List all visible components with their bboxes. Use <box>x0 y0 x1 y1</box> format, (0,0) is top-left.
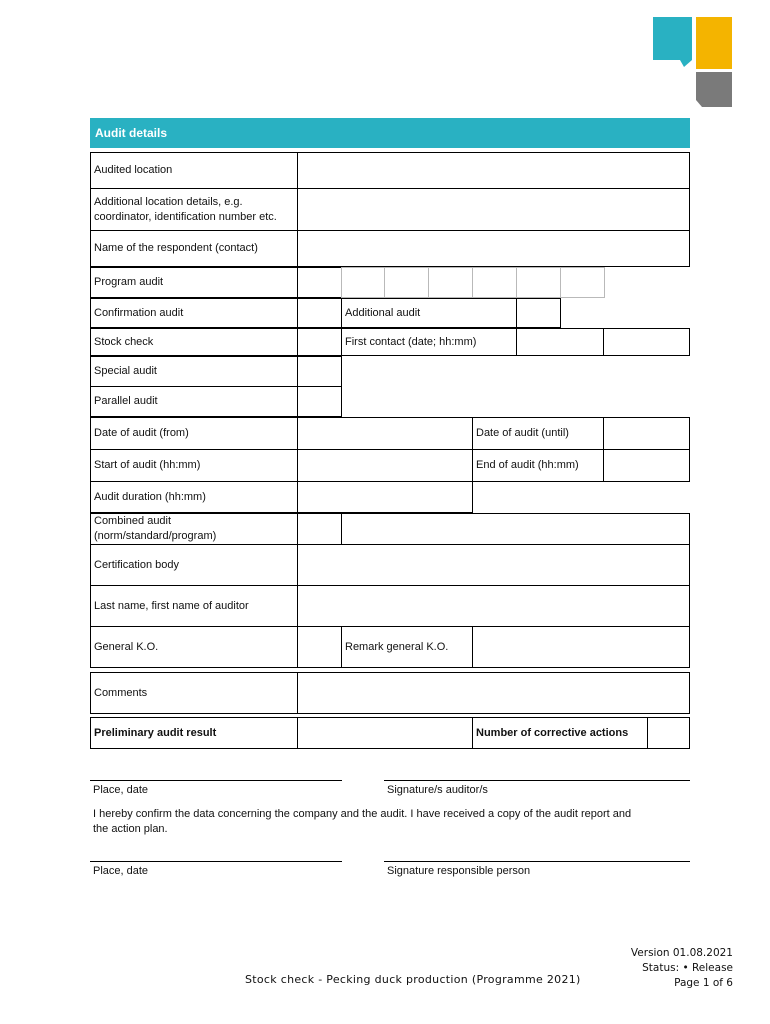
general-ko-checkbox[interactable] <box>297 626 342 668</box>
stock-check-checkbox[interactable] <box>297 328 342 356</box>
stock-check-label: Stock check <box>90 328 298 356</box>
program-audit-grid-cell[interactable] <box>341 267 385 298</box>
remark-general-ko-field[interactable] <box>472 626 690 668</box>
confirmation-text-line1: I hereby confirm the data concerning the company and the audit. I have received a copy of the audit report and <box>93 808 632 820</box>
first-contact-date-field[interactable] <box>516 328 604 356</box>
audited-location-label: Audited location <box>90 152 298 189</box>
audit-duration-label: Audit duration (hh:mm) <box>90 481 298 513</box>
page-number: Page 1 of 6 <box>674 977 733 989</box>
comments-field[interactable] <box>297 672 690 714</box>
audit-duration-field[interactable] <box>297 481 473 513</box>
certification-body-field[interactable] <box>297 544 690 586</box>
date-until-label: Date of audit (until) <box>472 417 604 450</box>
responsible-signature-label: Signature responsible person <box>387 865 531 877</box>
program-audit-grid-cell[interactable] <box>472 267 517 298</box>
version-text: Version 01.08.2021 <box>630 947 733 959</box>
program-audit-grid-cell[interactable] <box>384 267 429 298</box>
program-audit-grid-cell[interactable] <box>516 267 561 298</box>
combined-audit-label-line1: Combined audit <box>94 515 172 527</box>
confirmation-audit-label: Confirmation audit <box>90 298 298 328</box>
combined-audit-label <box>90 513 298 545</box>
responsible-signature-line[interactable] <box>384 861 690 862</box>
special-audit-label: Special audit <box>90 356 298 387</box>
logo-gray-block <box>696 72 732 107</box>
combined-audit-field[interactable] <box>341 513 690 545</box>
program-audit-checkbox[interactable] <box>297 267 342 298</box>
confirmation-audit-checkbox[interactable] <box>297 298 342 328</box>
certification-body-label: Certification body <box>90 544 298 586</box>
end-audit-field[interactable] <box>603 449 690 482</box>
special-audit-checkbox[interactable] <box>297 356 342 387</box>
comments-label: Comments <box>90 672 298 714</box>
audited-location-field[interactable] <box>297 152 690 189</box>
parallel-audit-label: Parallel audit <box>90 386 298 417</box>
status-text: Status: • Release <box>642 962 733 974</box>
audit-details-header <box>90 118 690 148</box>
end-audit-label: End of audit (hh:mm) <box>472 449 604 482</box>
preliminary-result-label: Preliminary audit result <box>90 717 298 749</box>
additional-location-field[interactable] <box>297 188 690 231</box>
place-date-label-2: Place, date <box>93 865 149 877</box>
confirmation-text-line2: the action plan. <box>93 823 168 835</box>
corrective-actions-label: Number of corrective actions <box>472 717 648 749</box>
logo-teal-block <box>653 17 692 67</box>
parallel-audit-checkbox[interactable] <box>297 386 342 417</box>
audit-details-title: Audit details <box>95 126 168 140</box>
auditor-signature-line[interactable] <box>384 780 690 781</box>
respondent-field[interactable] <box>297 230 690 267</box>
preliminary-result-field[interactable] <box>297 717 473 749</box>
program-audit-grid-cell[interactable] <box>428 267 473 298</box>
program-audit-grid-cell[interactable] <box>560 267 605 298</box>
program-audit-label: Program audit <box>90 267 298 298</box>
place-date-line-2[interactable] <box>90 861 342 862</box>
place-date-label-1: Place, date <box>93 784 149 796</box>
first-contact-label: First contact (date; hh:mm) <box>341 328 517 356</box>
additional-audit-label: Additional audit <box>341 298 517 328</box>
auditor-name-label: Last name, first name of auditor <box>90 585 298 627</box>
additional-location-label: Additional location details, e.g. coordinator, identification number etc. <box>90 188 298 231</box>
start-audit-label: Start of audit (hh:mm) <box>90 449 298 482</box>
first-contact-time-field[interactable] <box>603 328 690 356</box>
logo-yellow-block <box>696 17 732 69</box>
auditor-name-field[interactable] <box>297 585 690 627</box>
version-block <box>560 946 733 991</box>
combined-audit-label-line2: (norm/standard/program) <box>94 530 217 542</box>
additional-audit-checkbox[interactable] <box>516 298 561 328</box>
corrective-actions-field[interactable] <box>647 717 690 749</box>
start-audit-field[interactable] <box>297 449 473 482</box>
place-date-line-1[interactable] <box>90 780 342 781</box>
company-logo <box>650 14 736 110</box>
footer-document-title: Stock check - Pecking duck production (Programme 2021) <box>245 973 581 986</box>
date-from-label: Date of audit (from) <box>90 417 298 450</box>
general-ko-label: General K.O. <box>90 626 298 668</box>
date-until-field[interactable] <box>603 417 690 450</box>
respondent-label: Name of the respondent (contact) <box>90 230 298 267</box>
auditor-signature-label: Signature/s auditor/s <box>387 784 488 796</box>
remark-general-ko-label: Remark general K.O. <box>341 626 473 668</box>
date-from-field[interactable] <box>297 417 473 450</box>
combined-audit-checkbox[interactable] <box>297 513 342 545</box>
